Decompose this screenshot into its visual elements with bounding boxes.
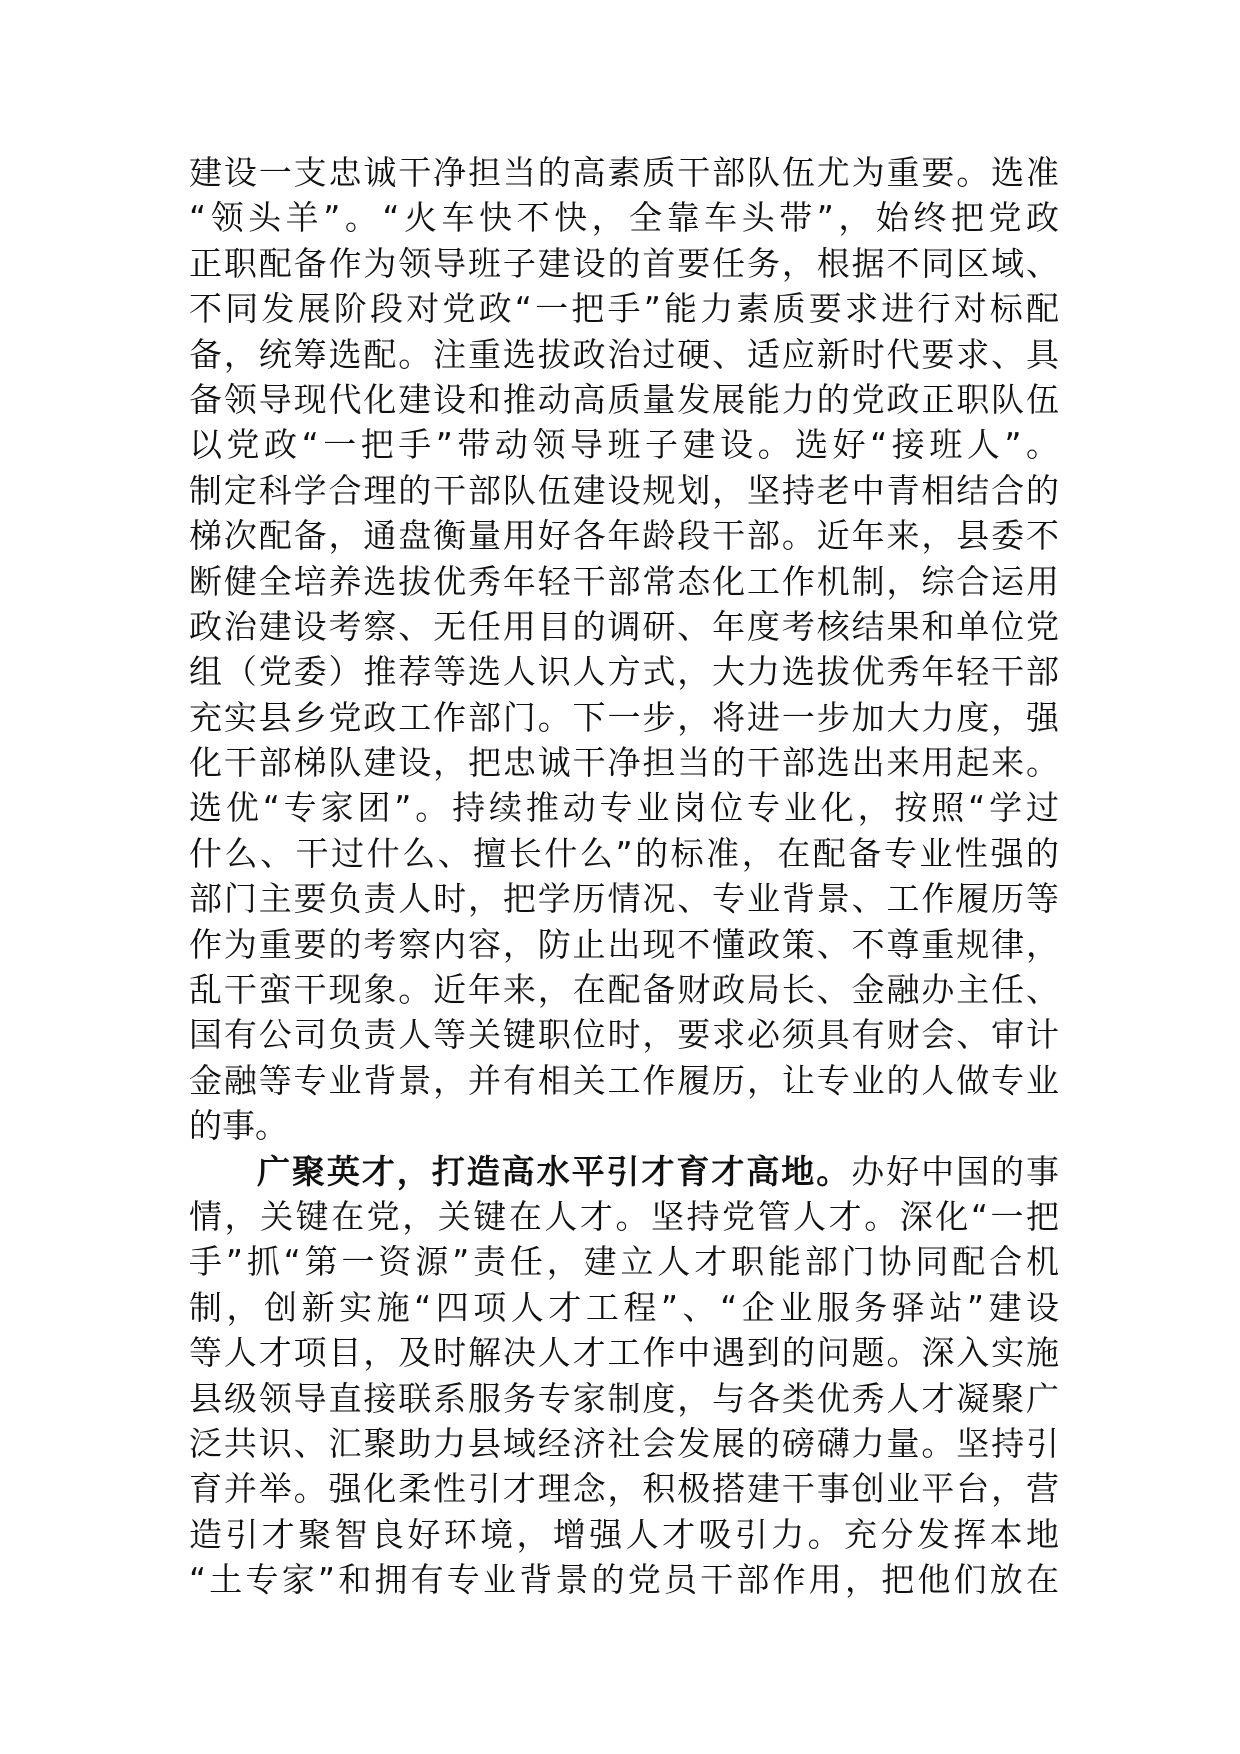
text-line: 备，统筹选配。注重选拔政治过硬、适应新时代要求、具 <box>189 334 1059 374</box>
text-line: 育并举。强化柔性引才理念，积极搭建干事创业平台，营 <box>189 1469 1059 1509</box>
text-line: 选优“专家团”。持续推动专业岗位专业化，按照“学过 <box>189 788 1059 828</box>
paragraph-first-line <box>189 1149 1059 1194</box>
text-line: 国有公司负责人等关键职位时，要求必须具有财会、审计 <box>189 1015 1059 1055</box>
text-line: 断健全培养选拔优秀年轻干部常态化工作机制，综合运用 <box>189 561 1059 601</box>
text-line: 建设一支忠诚干净担当的高素质干部队伍尤为重要。选准 <box>189 153 1059 192</box>
text-line: 手”抓“第一资源”责任，建立人才职能部门协同配合机 <box>189 1242 1059 1282</box>
text-line: 不同发展阶段对党政“一把手”能力素质要求进行对标配 <box>189 289 1059 329</box>
text-line: 政治建设考察、无任用目的调研、年度考核结果和单位党 <box>189 606 1059 646</box>
text-line: 充实县乡党政工作部门。下一步，将进一步加大力度，强 <box>189 697 1059 737</box>
text-line: 梯次配备，通盘衡量用好各年龄段干部。近年来，县委不 <box>189 516 1059 556</box>
text-line: 泛共识、汇聚助力县域经济社会发展的磅礴力量。坚持引 <box>189 1423 1059 1463</box>
text-line: 制，创新实施“四项人才工程”、“企业服务驿站”建设 <box>189 1287 1059 1327</box>
text-line: 乱干蛮干现象。近年来，在配备财政局长、金融办主任、 <box>189 970 1059 1010</box>
text-line: 的事。 <box>189 1106 288 1146</box>
text-line: 县级领导直接联系服务专家制度，与各类优秀人才凝聚广 <box>189 1378 1059 1418</box>
text-line: 组（党委）推荐等选人识人方式，大力选拔优秀年轻干部 <box>189 652 1059 692</box>
body-text <box>189 150 1059 1603</box>
paragraph-heading: 广聚英才，打造高水平引才育才高地。 <box>255 1151 852 1191</box>
text-line: “领头羊”。“火车快不快，全靠车头带”，始终把党政 <box>189 198 1059 238</box>
text-line: 部门主要负责人时，把学历情况、专业背景、工作履历等 <box>189 879 1059 919</box>
text-line: 金融等专业背景，并有相关工作履历，让专业的人做专业 <box>189 1060 1059 1100</box>
text-line: 等人才项目，及时解决人才工作中遇到的问题。深入实施 <box>189 1333 1059 1373</box>
text-line: 以党政“一把手”带动领导班子建设。选好“接班人”。 <box>189 425 1059 465</box>
text-line: 什么、干过什么、擅长什么”的标准，在配备专业性强的 <box>189 833 1059 873</box>
text-line: 备领导现代化建设和推动高质量发展能力的党政正职队伍 <box>189 379 1059 419</box>
text-line: 情，关键在党，关键在人才。坚持党管人才。深化“一把 <box>189 1196 1059 1236</box>
text-line: “土专家”和拥有专业背景的党员干部作用，把他们放在 <box>189 1560 1059 1600</box>
text-line: 作为重要的考察内容，防止出现不懂政策、不尊重规律， <box>189 924 1059 964</box>
text-line: 正职配备作为领导班子建设的首要任务，根据不同区域、 <box>189 243 1059 283</box>
text-line: 造引才聚智良好环境，增强人才吸引力。充分发挥本地 <box>189 1514 1059 1554</box>
text-line: 制定科学合理的干部队伍建设规划，坚持老中青相结合的 <box>189 470 1059 510</box>
paragraph-first-line-text: 办好中国的事 <box>851 1151 1060 1191</box>
text-line: 化干部梯队建设，把忠诚干净担当的干部选出来用起来。 <box>189 743 1059 783</box>
